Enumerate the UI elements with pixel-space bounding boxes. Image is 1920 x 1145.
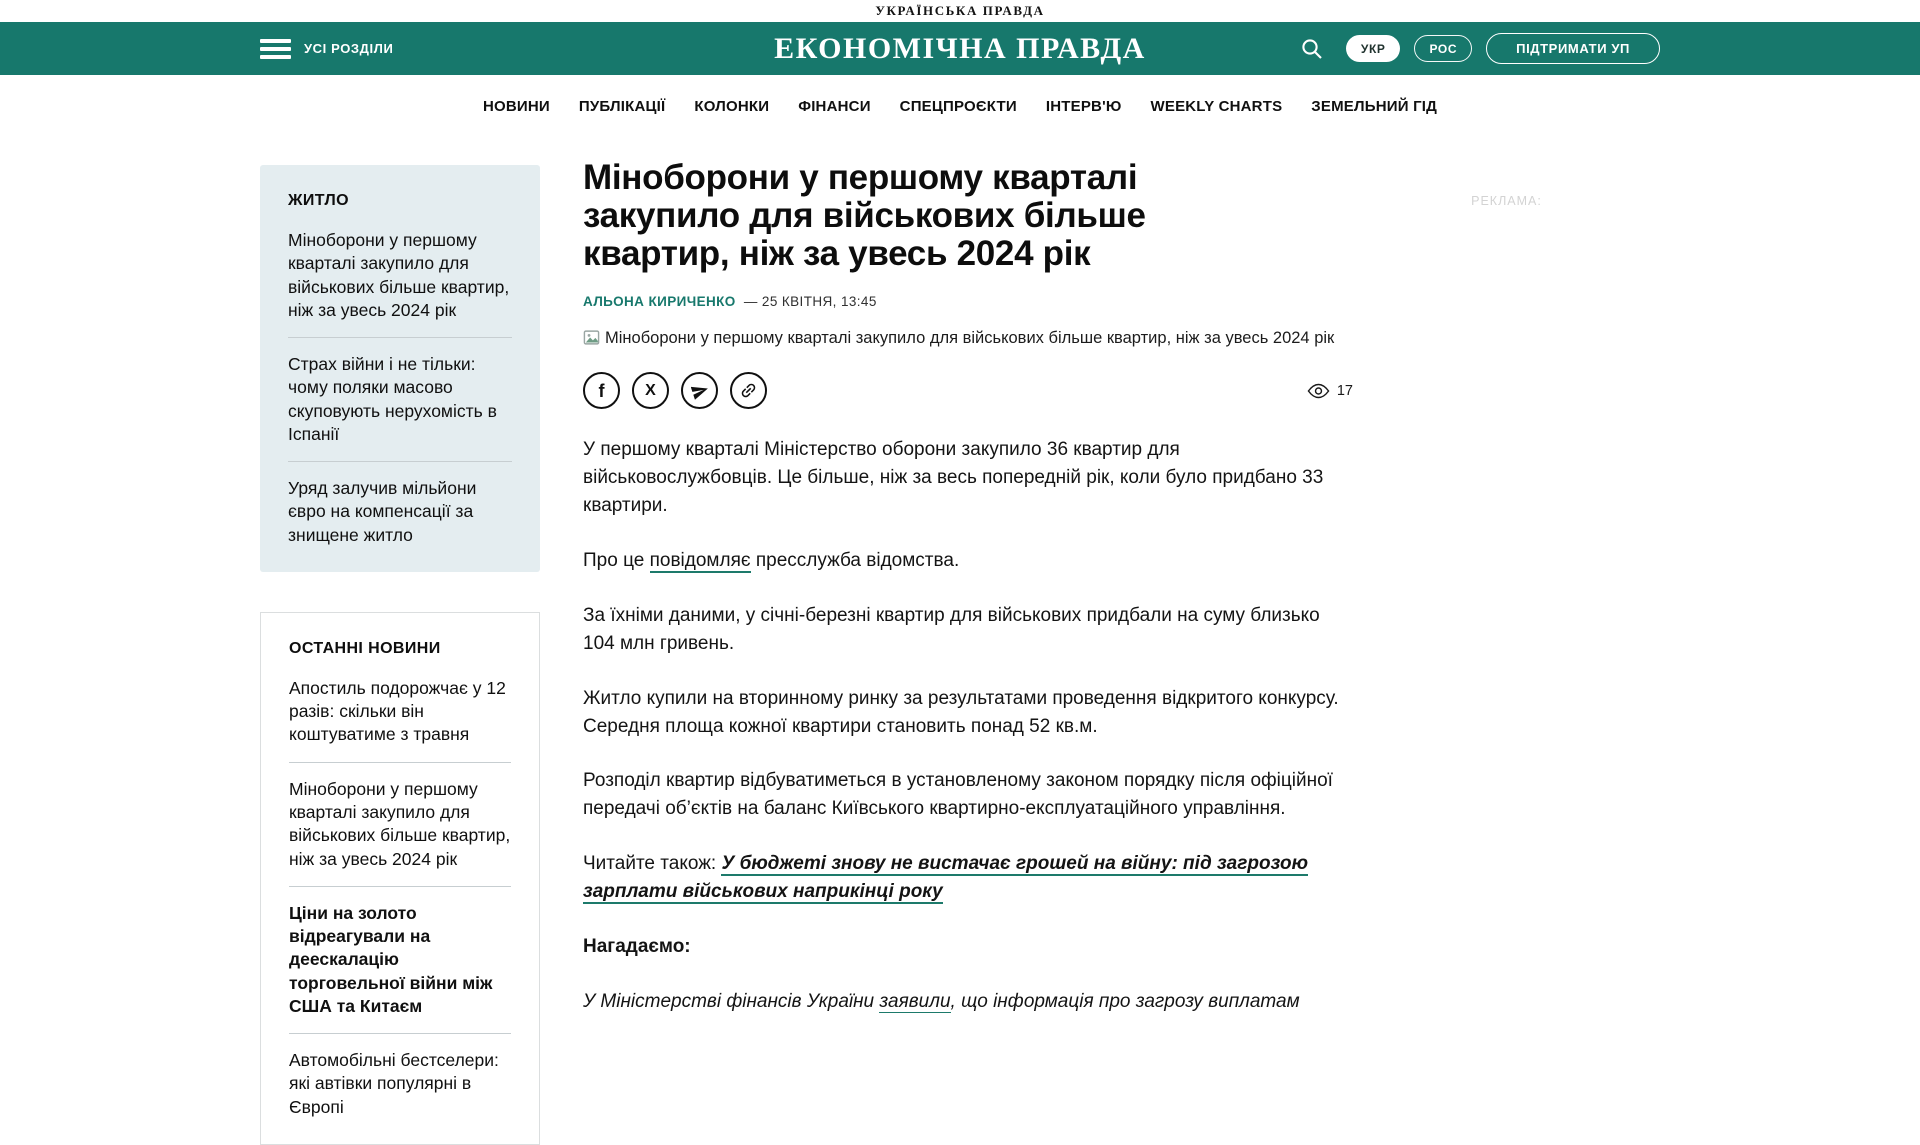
nav-item-finansy[interactable]: ФІНАНСИ — [798, 98, 871, 115]
top-strip — [0, 0, 1920, 22]
paragraph — [583, 547, 1353, 575]
ad-column — [1353, 165, 1660, 208]
search-button[interactable] — [1300, 37, 1324, 61]
share-row — [583, 372, 1353, 409]
read-also-label: Читайте також: — [583, 853, 722, 875]
paragraph-text: пресслужба відомства. — [750, 549, 960, 571]
ad-placeholder-label: РЕКЛАМА: — [1471, 194, 1542, 208]
facebook-icon: f — [598, 380, 605, 401]
main-navigation — [0, 75, 1920, 141]
view-counter — [1307, 383, 1353, 399]
divider — [288, 461, 512, 462]
byline — [583, 294, 1353, 309]
read-also-link[interactable]: У бюджеті знову не вистачає грошей на війну: під загрозою зарплати військових наприкінці року — [583, 853, 1309, 903]
copy-link-button[interactable] — [730, 372, 767, 409]
latest-article-link[interactable]: Ціни на золото відреагували на деескалацію торговельної війни між США та Китаєм — [289, 902, 493, 1016]
article-body — [583, 436, 1353, 1016]
reminder-paragraph — [583, 988, 1353, 1016]
divider — [289, 886, 511, 887]
all-sections-menu-button[interactable] — [260, 39, 393, 59]
header-inner — [260, 22, 1660, 75]
paragraph: Житло купили на вторинному ринку за результатами проведення відкритого конкурсу. Середня площа кожної квартири становить понад 52 кв.м. — [583, 687, 1339, 737]
ukrainska-pravda-logo[interactable]: УКРАЇНСЬКА ПРАВДА — [875, 3, 1045, 18]
article-image-placeholder — [583, 328, 1353, 349]
content-area — [260, 141, 1660, 1145]
paragraph-text: У Міністерстві фінансів України — [583, 991, 880, 1013]
reminder-heading: Нагадаємо: — [583, 936, 691, 958]
x-icon: X — [645, 381, 656, 399]
topic-block-title: ЖИТЛО — [288, 192, 350, 209]
lang-ros-button[interactable]: РОС — [1414, 35, 1472, 62]
share-x-button[interactable] — [632, 372, 669, 409]
telegram-icon — [691, 382, 709, 400]
topic-article-link[interactable]: Страх війни і не тільки: чому поляки масово скуповують нерухомість в Іспанії — [288, 354, 497, 444]
paragraph-text: , що інформація про загрозу виплатам — [950, 991, 1300, 1013]
divider — [288, 337, 512, 338]
paragraph: Розподіл квартир відбуватиметься в установленому законом порядку після офіційної передачі об’єктів на баланс Київського квартирно-експлуатаційного управління. — [583, 770, 1333, 820]
share-icons — [583, 372, 767, 409]
nav-item-kolonky[interactable]: КОЛОНКИ — [694, 98, 770, 115]
topic-article-link[interactable]: Уряд залучив мільйони євро на компенсації за знищене житло — [288, 478, 477, 545]
latest-article-link[interactable]: Апостиль подорожчає у 12 разів: скільки він коштуватиме з травня — [289, 677, 506, 745]
read-also-paragraph — [583, 850, 1353, 906]
eye-icon — [1307, 383, 1330, 399]
hamburger-icon — [260, 39, 291, 59]
link-icon — [739, 381, 758, 400]
nav-item-novyny[interactable]: НОВИНИ — [482, 98, 550, 115]
nav-item-weekly-charts[interactable]: WEEKLY CHARTS — [1150, 98, 1283, 115]
support-up-button[interactable]: ПІДТРИМАТИ УП — [1486, 33, 1660, 64]
topic-article-link[interactable]: Міноборони у першому кварталі закупило для військових більше квартир, ніж за увесь 2024 рік — [288, 230, 510, 320]
image-alt-text: Міноборони у першому кварталі закупило для військових більше квартир, ніж за увесь 2024 рік — [605, 329, 1335, 348]
latest-article-link[interactable]: Міноборони у першому кварталі закупило для військових більше квартир, ніж за увесь 2024 рік — [289, 778, 511, 869]
divider — [289, 762, 511, 763]
header-right-controls — [1300, 33, 1660, 64]
lang-ukr-button[interactable]: УКР — [1346, 35, 1401, 62]
sidebar — [260, 165, 540, 1145]
article-title: Міноборони у першому кварталі закупило для військових більше квартир, ніж за увесь 2024 рік — [583, 158, 1146, 274]
topic-block-zhytlo — [260, 165, 540, 572]
nav-item-publikatsii[interactable]: ПУБЛІКАЦІЇ — [578, 98, 666, 115]
nav-item-interviu[interactable]: ІНТЕРВ'Ю — [1045, 98, 1122, 115]
inline-link-zaiavyly[interactable]: заявили — [879, 991, 951, 1013]
latest-news-block — [260, 612, 540, 1145]
ekonomichna-pravda-logo[interactable]: ЕКОНОМІЧНА ПРАВДА — [774, 31, 1146, 65]
latest-news-title: ОСТАННІ НОВИНИ — [289, 639, 441, 657]
nav-item-spetsproekty[interactable]: СПЕЦПРОЄКТИ — [899, 98, 1017, 115]
inline-link-povidomliaie[interactable]: повідомляє — [649, 549, 751, 571]
author-link[interactable]: АЛЬОНА КИРИЧЕНКО — [583, 294, 736, 310]
broken-image-icon — [583, 329, 600, 346]
views-count: 17 — [1336, 382, 1353, 399]
paragraph: За їхніми даними, у січні-березні квартир для військових придбали на суму близько 104 млн гривень. — [583, 604, 1320, 654]
share-facebook-button[interactable] — [583, 372, 620, 409]
paragraph-text: Про це — [583, 549, 650, 571]
paragraph: У першому кварталі Міністерство оборони закупило 36 квартир для військовослужбовців. Це більше, ніж за весь попередній рік, коли було придбано 33 квартири. — [583, 439, 1324, 516]
nav-item-zemelnyi-gid[interactable]: ЗЕМЕЛЬНИЙ ГІД — [1311, 98, 1438, 115]
site-header — [0, 22, 1920, 75]
divider — [289, 1033, 511, 1034]
latest-article-link[interactable]: Автомобільні бестселери: які автівки популярні в Європі — [289, 1050, 499, 1117]
publish-date: — 25 КВІТНЯ, 13:45 — [743, 294, 877, 310]
search-icon — [1300, 37, 1324, 61]
menu-label: УСІ РОЗДІЛИ — [304, 41, 394, 56]
article — [583, 158, 1353, 1043]
share-telegram-button[interactable] — [681, 372, 718, 409]
